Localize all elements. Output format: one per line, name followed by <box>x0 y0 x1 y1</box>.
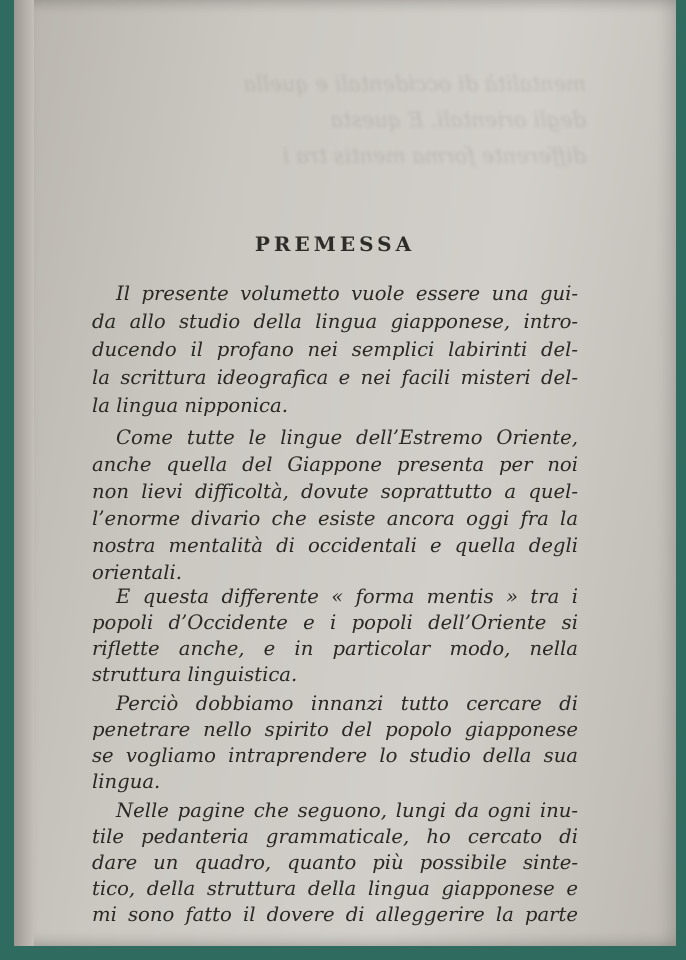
page-title: PREMESSA <box>254 232 416 256</box>
ghost-line: differente forma mentis tra i <box>282 144 586 168</box>
text-line: E questa differente « forma mentis » tra i <box>116 585 578 608</box>
text-line: anche quella del Giappone presenta per noi <box>92 453 578 476</box>
text-line: la lingua nipponica. <box>92 394 288 417</box>
text-line: tico, della struttura della lingua giapponese e <box>92 877 578 900</box>
text-line: dare un quadro, quanto più possibile sinte- <box>92 851 578 874</box>
text-line: orientali. <box>92 561 182 584</box>
text-line: ducendo il profano nei semplici labirinti del- <box>92 338 578 361</box>
text-line: mi sono fatto il dovere di alleggerire la parte <box>92 903 578 926</box>
text-line: non lievi difficoltà, dovute soprattutto a quel- <box>92 480 578 503</box>
text-line: struttura linguistica. <box>92 663 298 686</box>
text-line: Perciò dobbiamo innanzi tutto cercare di <box>116 692 578 715</box>
ghost-line: degli orientali. E questa <box>330 108 586 132</box>
text-line: Nelle pagine che seguono, lungi da ogni inu- <box>116 799 578 822</box>
text-line: riflette anche, e in particolar modo, nella <box>92 637 578 660</box>
ghost-line: mentalità di occidentali e quella <box>243 72 586 96</box>
text-line: tile pedanteria grammaticale, ho cercato di <box>92 825 578 848</box>
text-line: Come tutte le lingue dell’Estremo Oriente, <box>116 426 578 449</box>
text-line: la scrittura ideografica e nei facili misteri del- <box>92 366 578 389</box>
text-line: l’enorme divario che esiste ancora oggi fra la <box>92 507 578 530</box>
text-line: Il presente volumetto vuole essere una gui- <box>116 282 578 305</box>
text-line: da allo studio della lingua giapponese, intro- <box>92 310 578 333</box>
text-line: nostra mentalità di occidentali e quella degli <box>92 534 578 557</box>
text-line: se vogliamo intraprendere lo studio della sua <box>92 744 578 767</box>
text-line: lingua. <box>92 770 161 793</box>
text-line: popoli d’Occidente e i popoli dell’Oriente si <box>92 611 578 634</box>
text-line: penetrare nello spirito del popolo giapponese <box>92 718 578 741</box>
